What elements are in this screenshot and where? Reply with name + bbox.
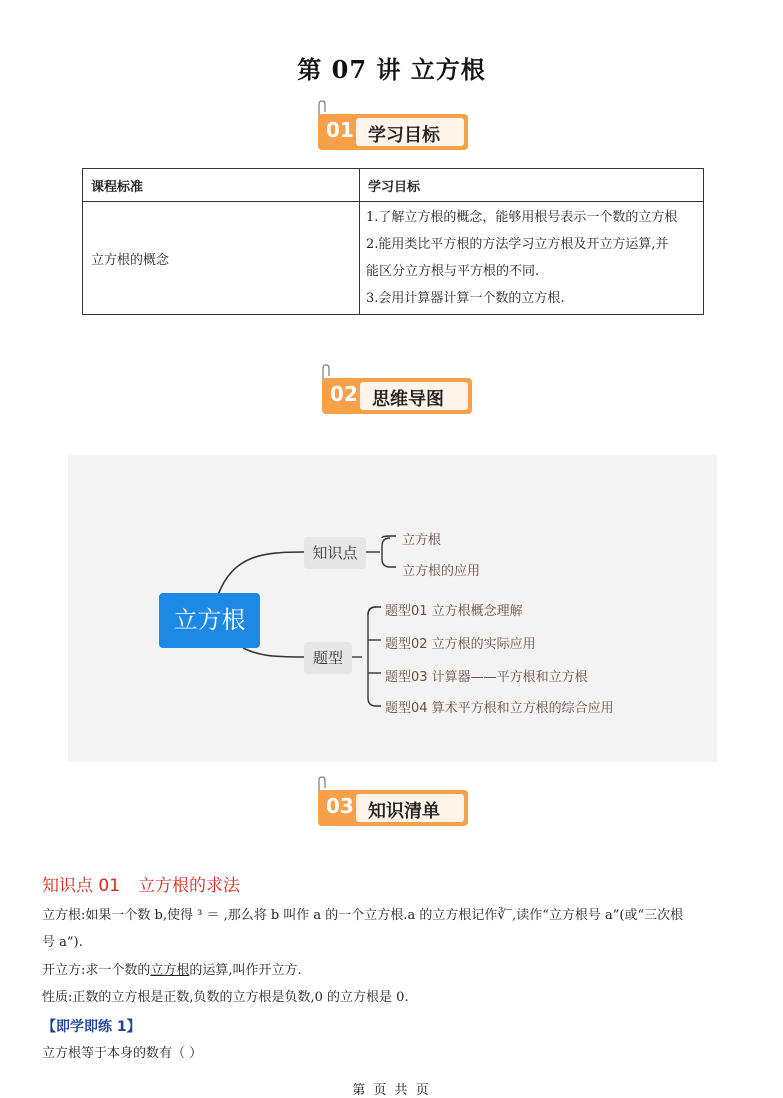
mind-map-leaf: 题型02 立方根的实际应用 <box>385 637 536 652</box>
section-label: 知识清单 <box>368 801 440 822</box>
table-row <box>83 202 704 315</box>
mind-map-root: 立方根 <box>159 593 260 648</box>
mind-map-leaf: 题型01 立方根概念理解 <box>385 604 523 619</box>
table-cell-standard: 立方根的概念 <box>83 202 360 315</box>
section-label: 思维导图 <box>372 389 444 410</box>
knowledge-point-number: 知识点 01 <box>42 876 121 896</box>
page-title: 第 07 讲 立方根 <box>297 55 486 84</box>
knowledge-point-heading <box>42 871 258 896</box>
operation-paragraph <box>42 957 742 984</box>
definition-line: 立方根:如果一个数 b,使得 ³ ＝ ,那么将 b 叫作 a 的一个立方根.a 的立方根记作∛‾,读作“立方根号 a”(或“三次根 <box>42 908 684 923</box>
goal-line: 1.了解立方根的概念，能够用根号表示一个数的立方根 <box>366 210 678 225</box>
mind-map-leaf: 立方根 <box>402 533 442 548</box>
goal-line: 2.能用类比平方根的方法学习立方根及开立方运算,并 <box>366 237 669 252</box>
section-badge-03 <box>318 780 468 828</box>
mind-map-leaf: 题型03 计算器——平方根和立方根 <box>385 670 588 685</box>
section-badge-02 <box>322 368 472 416</box>
goal-line: 3.会用计算器计算一个数的立方根. <box>366 291 565 306</box>
table-header-goals: 学习目标 <box>360 169 704 202</box>
operation-term: 立方根 <box>150 963 190 978</box>
mind-map-leaf: 立方根的应用 <box>402 564 481 579</box>
table-cell-goals <box>360 202 704 315</box>
definition-line: 号 a”). <box>42 935 83 950</box>
practice-label: 【即学即练 1】 <box>42 1019 141 1035</box>
section-number: 01 <box>326 118 354 142</box>
section-number: 02 <box>330 382 358 406</box>
mind-map-node-knowledge: 知识点 <box>304 537 366 569</box>
property-paragraph: 性质:正数的立方根是正数,负数的立方根是负数,0 的立方根是 0. <box>42 990 409 1005</box>
table-header-row <box>83 169 704 202</box>
course-standard-table <box>82 168 704 315</box>
section-label: 学习目标 <box>368 125 440 146</box>
goal-line: 能区分立方根与平方根的不同. <box>366 264 540 279</box>
mind-map-leaf: 题型04 算术平方根和立方根的综合应用 <box>385 701 614 716</box>
page-footer: 第 页 共 页 <box>352 1083 431 1098</box>
operation-text: 开立方:求一个数的 <box>42 963 151 978</box>
mind-map <box>68 455 717 762</box>
operation-text: 的运算,叫作开立方. <box>189 963 302 978</box>
definition-paragraph <box>42 902 742 956</box>
mind-map-node-types: 题型 <box>304 642 352 674</box>
knowledge-point-title: 立方根的求法 <box>138 876 241 896</box>
section-number: 03 <box>326 794 354 818</box>
table-header-standard: 课程标准 <box>83 169 360 202</box>
practice-question: 立方根等于本身的数有（ ） <box>42 1046 203 1061</box>
section-badge-01 <box>318 104 468 152</box>
